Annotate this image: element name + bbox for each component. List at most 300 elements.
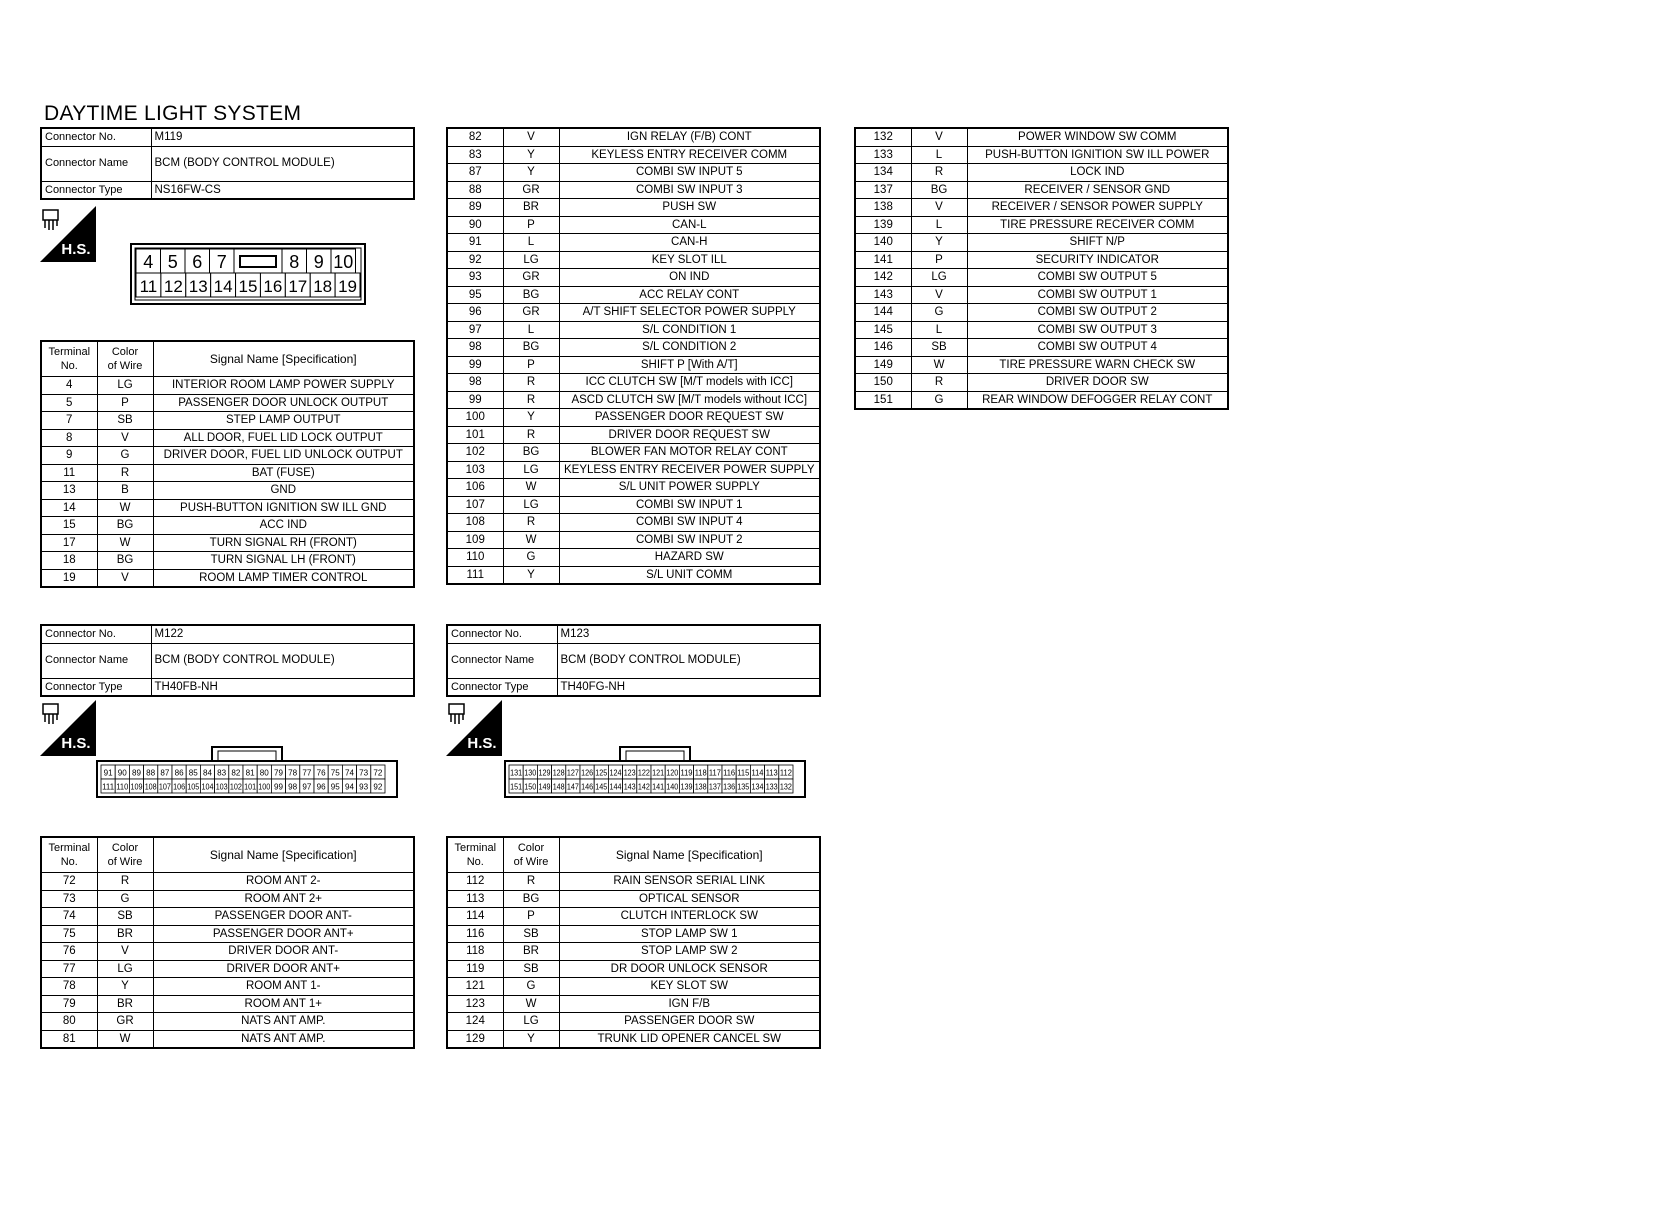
table-row	[447, 304, 820, 322]
svg-text:141: 141	[652, 782, 665, 792]
table-row	[447, 549, 820, 567]
wire-color: W	[503, 479, 559, 497]
connector-type-value: NS16FW-CS	[151, 181, 414, 199]
svg-text:101: 101	[244, 782, 257, 792]
svg-text:79: 79	[274, 768, 284, 778]
wire-color: R	[503, 391, 559, 409]
svg-text:119: 119	[680, 768, 694, 778]
terminal-no: 99	[447, 356, 503, 374]
table-row	[855, 304, 1228, 322]
svg-text:17: 17	[288, 277, 308, 296]
terminal-no: 137	[855, 181, 911, 199]
terminal-no: 78	[41, 978, 97, 996]
signal-name: PASSENGER DOOR ANT-	[153, 908, 414, 926]
svg-text:135: 135	[737, 782, 750, 792]
svg-text:83: 83	[217, 768, 227, 778]
table-row	[447, 128, 820, 146]
pin-cell	[708, 779, 722, 793]
signal-name: TIRE PRESSURE WARN CHECK SW	[967, 356, 1228, 374]
page-title: DAYTIME LIGHT SYSTEM	[44, 102, 302, 125]
svg-text:149: 149	[538, 782, 551, 792]
svg-text:73: 73	[359, 768, 369, 778]
svg-text:78: 78	[288, 768, 298, 778]
svg-text:138: 138	[694, 782, 708, 792]
pin-cell	[158, 765, 172, 779]
terminal-table-m123-continued	[854, 127, 1229, 410]
wire-color: GR	[503, 181, 559, 199]
pin-cell	[566, 765, 580, 779]
table-row	[447, 890, 820, 908]
signal-name: TURN SIGNAL LH (FRONT)	[153, 552, 414, 570]
svg-text:97: 97	[302, 782, 312, 792]
signal-name: NATS ANT AMP.	[153, 1013, 414, 1031]
wire-color: BR	[503, 943, 559, 961]
signal-name: COMBI SW INPUT 2	[559, 531, 820, 549]
table-row	[41, 447, 414, 465]
signal-name: INTERIOR ROOM LAMP POWER SUPPLY	[153, 377, 414, 395]
table-row	[41, 534, 414, 552]
wire-color: G	[97, 890, 153, 908]
terminal-no: 142	[855, 269, 911, 287]
svg-text:86: 86	[174, 768, 185, 778]
table-row	[447, 339, 820, 357]
pin-cell	[552, 765, 566, 779]
terminal-no: 138	[855, 199, 911, 217]
connector-no-value: M119	[151, 128, 414, 146]
pin-cell	[243, 765, 257, 779]
svg-text:4: 4	[143, 252, 154, 272]
connector-no-value: M122	[151, 625, 414, 643]
svg-text:145: 145	[595, 782, 608, 792]
pin-cell	[537, 765, 551, 779]
pin-cell	[371, 765, 385, 779]
signal-name: DRIVER DOOR SW	[967, 374, 1228, 392]
table-row	[447, 1013, 820, 1031]
pin-cell	[594, 765, 608, 779]
pin-cell	[637, 779, 651, 793]
signal-name: SHIFT P [With A/T]	[559, 356, 820, 374]
wire-color: Y	[503, 409, 559, 427]
wire-color: SB	[503, 960, 559, 978]
wire-color: Y	[503, 146, 559, 164]
pin-cell	[566, 779, 580, 793]
terminal-no: 9	[41, 447, 97, 465]
wire-color: BG	[503, 890, 559, 908]
svg-text:106: 106	[173, 782, 186, 792]
wire-color: LG	[503, 496, 559, 514]
hs-label: H.S.	[61, 735, 91, 752]
wire-color: R	[503, 374, 559, 392]
table-row	[447, 514, 820, 532]
svg-text:143: 143	[623, 782, 637, 792]
svg-text:150: 150	[524, 782, 537, 792]
svg-text:130: 130	[524, 768, 537, 778]
wire-color: L	[911, 321, 967, 339]
wire-color: Y	[503, 1030, 559, 1048]
pin-cell	[300, 779, 314, 793]
wire-color: V	[911, 286, 967, 304]
signal-name: IGN F/B	[559, 995, 820, 1013]
pin-cell	[186, 273, 211, 297]
pin-cell	[580, 779, 594, 793]
connector-type-label: Connector Type	[447, 678, 557, 696]
pin-cell	[509, 765, 523, 779]
pin-cell	[765, 779, 779, 793]
pin-cell	[679, 779, 693, 793]
wire-color: P	[97, 394, 153, 412]
wire-color: R	[911, 374, 967, 392]
pin-cell	[271, 779, 285, 793]
table-row	[41, 943, 414, 961]
pin-cell	[694, 765, 708, 779]
svg-text:93: 93	[359, 782, 369, 792]
terminal-no: 113	[447, 890, 503, 908]
terminal-no: 76	[41, 943, 97, 961]
wire-color: P	[911, 251, 967, 269]
terminal-no: 146	[855, 339, 911, 357]
table-row	[447, 286, 820, 304]
connector-type-value: TH40FG-NH	[557, 678, 820, 696]
terminal-no: 15	[41, 517, 97, 535]
wire-color: W	[97, 499, 153, 517]
svg-text:7: 7	[216, 252, 227, 272]
wire-color: GR	[503, 304, 559, 322]
signal-name: DRIVER DOOR ANT+	[153, 960, 414, 978]
signal-name: S/L CONDITION 2	[559, 339, 820, 357]
table-row	[855, 164, 1228, 182]
table-row	[855, 128, 1228, 146]
terminal-no: 132	[855, 128, 911, 146]
svg-text:129: 129	[538, 768, 551, 778]
signal-name: RAIN SENSOR SERIAL LINK	[559, 873, 820, 891]
signal-header: Signal Name [Specification]	[559, 837, 820, 873]
svg-text:115: 115	[737, 768, 750, 778]
terminal-no: 97	[447, 321, 503, 339]
wire-color: SB	[911, 339, 967, 357]
pin-cell	[243, 779, 257, 793]
signal-name: S/L CONDITION 1	[559, 321, 820, 339]
signal-name: DR DOOR UNLOCK SENSOR	[559, 960, 820, 978]
table-row	[855, 374, 1228, 392]
terminal-no: 144	[855, 304, 911, 322]
signal-name: LOCK IND	[967, 164, 1228, 182]
wire-color: Y	[97, 978, 153, 996]
terminal-header: Terminal No.	[447, 837, 503, 873]
terminal-no: 89	[447, 199, 503, 217]
terminal-no: 73	[41, 890, 97, 908]
svg-text:105: 105	[187, 782, 200, 792]
svg-text:109: 109	[130, 782, 143, 792]
signal-name: PASSENGER DOOR UNLOCK OUTPUT	[153, 394, 414, 412]
pin-cell	[722, 765, 736, 779]
pin-cell	[144, 765, 158, 779]
table-row	[855, 181, 1228, 199]
svg-text:5: 5	[167, 252, 178, 272]
pin-cell	[215, 765, 229, 779]
pin-cell	[200, 765, 214, 779]
terminal-no: 103	[447, 461, 503, 479]
terminal-no: 13	[41, 482, 97, 500]
signal-name: COMBI SW OUTPUT 5	[967, 269, 1228, 287]
svg-text:117: 117	[708, 768, 722, 778]
svg-text:113: 113	[765, 768, 779, 778]
pin-cell	[335, 273, 360, 297]
pin-cell	[161, 273, 186, 297]
color-header: Color of Wire	[97, 341, 153, 377]
terminal-no: 140	[855, 234, 911, 252]
connector-face-m122	[96, 746, 398, 798]
terminal-no: 107	[447, 496, 503, 514]
svg-text:140: 140	[666, 782, 679, 792]
terminal-no: 87	[447, 164, 503, 182]
signal-name: COMBI SW OUTPUT 4	[967, 339, 1228, 357]
wire-color: BR	[97, 995, 153, 1013]
terminal-no: 92	[447, 251, 503, 269]
signal-name: ROOM ANT 1-	[153, 978, 414, 996]
color-header: Color of Wire	[97, 837, 153, 873]
signal-name: ACC RELAY CONT	[559, 286, 820, 304]
signal-name: STOP LAMP SW 1	[559, 925, 820, 943]
pin-cell	[136, 249, 161, 273]
terminal-no: 141	[855, 251, 911, 269]
wire-color: LG	[503, 461, 559, 479]
terminal-no: 79	[41, 995, 97, 1013]
wire-color: B	[97, 482, 153, 500]
table-row	[447, 873, 820, 891]
pin-cell	[357, 779, 371, 793]
pin-cell	[523, 765, 537, 779]
wire-color: BR	[97, 925, 153, 943]
terminal-no: 101	[447, 426, 503, 444]
pin-cell	[200, 779, 214, 793]
pin-cell	[307, 249, 332, 273]
signal-header: Signal Name [Specification]	[153, 341, 414, 377]
terminal-no: 124	[447, 1013, 503, 1031]
wire-color: G	[97, 447, 153, 465]
table-row	[41, 873, 414, 891]
svg-text:148: 148	[552, 782, 566, 792]
connector-name-value: BCM (BODY CONTROL MODULE)	[557, 643, 820, 678]
table-row	[447, 995, 820, 1013]
pin-cell	[229, 779, 243, 793]
signal-name: S/L UNIT COMM	[559, 566, 820, 584]
terminal-no: 98	[447, 374, 503, 392]
terminal-no: 99	[447, 391, 503, 409]
pin-cell	[101, 779, 115, 793]
terminal-no: 116	[447, 925, 503, 943]
wire-color: LG	[503, 1013, 559, 1031]
pin-cell	[211, 273, 236, 297]
pin-cell	[257, 765, 271, 779]
svg-text:137: 137	[708, 782, 722, 792]
connector-name-value: BCM (BODY CONTROL MODULE)	[151, 146, 414, 181]
pin-cell	[185, 249, 210, 273]
svg-text:16: 16	[263, 277, 283, 296]
signal-name: DRIVER DOOR, FUEL LID UNLOCK OUTPUT	[153, 447, 414, 465]
pin-cell	[215, 779, 229, 793]
svg-text:91: 91	[103, 768, 114, 778]
svg-text:13: 13	[188, 277, 208, 296]
pin-cell	[314, 765, 328, 779]
pin-cell	[328, 779, 342, 793]
svg-text:103: 103	[215, 782, 229, 792]
wire-color: W	[503, 531, 559, 549]
terminal-no: 5	[41, 394, 97, 412]
svg-text:76: 76	[316, 768, 327, 778]
terminal-no: 100	[447, 409, 503, 427]
terminal-table-m122	[40, 836, 415, 1049]
terminal-table-m119	[40, 340, 415, 588]
terminal-no: 88	[447, 181, 503, 199]
wire-color: LG	[97, 960, 153, 978]
signal-name: REAR WINDOW DEFOGGER RELAY CONT	[967, 391, 1228, 409]
table-row	[447, 960, 820, 978]
pin-cell	[172, 779, 186, 793]
pin-cell	[537, 779, 551, 793]
pin-cell	[285, 273, 310, 297]
signal-name: STEP LAMP OUTPUT	[153, 412, 414, 430]
wire-color: R	[503, 514, 559, 532]
svg-text:94: 94	[345, 782, 355, 792]
signal-name: COMBI SW INPUT 1	[559, 496, 820, 514]
terminal-header: Terminal No.	[41, 341, 97, 377]
terminal-no: 111	[447, 566, 503, 584]
pin-cell	[282, 249, 307, 273]
wire-color: LG	[911, 269, 967, 287]
svg-text:19: 19	[338, 277, 358, 296]
table-row	[41, 412, 414, 430]
svg-text:146: 146	[581, 782, 594, 792]
svg-text:104: 104	[201, 782, 214, 792]
signal-name: KEYLESS ENTRY RECEIVER POWER SUPPLY	[559, 461, 820, 479]
svg-text:102: 102	[229, 782, 243, 792]
wire-color: L	[911, 216, 967, 234]
table-row	[447, 409, 820, 427]
table-row	[41, 995, 414, 1013]
pin-cell	[750, 765, 764, 779]
pin-cell	[357, 765, 371, 779]
svg-text:96: 96	[316, 782, 327, 792]
wire-color: SB	[97, 908, 153, 926]
wire-color: W	[97, 534, 153, 552]
table-row	[855, 216, 1228, 234]
pin-cell	[314, 779, 328, 793]
svg-text:87: 87	[160, 768, 170, 778]
terminal-no: 121	[447, 978, 503, 996]
signal-name: COMBI SW OUTPUT 3	[967, 321, 1228, 339]
pin-cell	[694, 779, 708, 793]
signal-name: PASSENGER DOOR REQUEST SW	[559, 409, 820, 427]
latch-cell	[234, 249, 282, 273]
svg-text:89: 89	[132, 768, 142, 778]
signal-name: ROOM ANT 2-	[153, 873, 414, 891]
svg-text:72: 72	[373, 768, 383, 778]
wire-color: L	[911, 146, 967, 164]
pin-cell	[310, 273, 335, 297]
svg-text:123: 123	[623, 768, 637, 778]
terminal-no: 90	[447, 216, 503, 234]
terminal-header: Terminal No.	[41, 837, 97, 873]
terminal-no: 139	[855, 216, 911, 234]
signal-name: SECURITY INDICATOR	[967, 251, 1228, 269]
harness-side-icon	[446, 700, 502, 756]
connector-no-value: M123	[557, 625, 820, 643]
pin-cell	[708, 765, 722, 779]
signal-name: PUSH-BUTTON IGNITION SW ILL POWER	[967, 146, 1228, 164]
pin-cell	[651, 765, 665, 779]
svg-text:12: 12	[163, 277, 183, 296]
svg-text:116: 116	[723, 768, 736, 778]
table-row	[41, 960, 414, 978]
table-row	[855, 146, 1228, 164]
wire-color: V	[97, 943, 153, 961]
wire-color: R	[503, 426, 559, 444]
connector-name-label: Connector Name	[41, 643, 151, 678]
wire-color: P	[503, 356, 559, 374]
signal-name: COMBI SW OUTPUT 2	[967, 304, 1228, 322]
svg-text:9: 9	[313, 252, 324, 272]
svg-text:110: 110	[116, 782, 129, 792]
svg-text:124: 124	[609, 768, 622, 778]
signal-name: TURN SIGNAL RH (FRONT)	[153, 534, 414, 552]
table-row	[447, 444, 820, 462]
terminal-no: 98	[447, 339, 503, 357]
terminal-no: 133	[855, 146, 911, 164]
svg-text:132: 132	[779, 782, 793, 792]
signal-name: ACC IND	[153, 517, 414, 535]
table-row	[447, 908, 820, 926]
terminal-table-m122-continued	[446, 127, 821, 585]
terminal-no: 75	[41, 925, 97, 943]
signal-name: PASSENGER DOOR SW	[559, 1013, 820, 1031]
table-row	[447, 199, 820, 217]
pin-cell	[115, 765, 129, 779]
pin-cell	[271, 765, 285, 779]
connector-info-m119	[40, 127, 415, 200]
wire-color: W	[911, 356, 967, 374]
hs-label: H.S.	[61, 241, 91, 258]
wire-color: R	[503, 873, 559, 891]
pin-cell	[608, 779, 622, 793]
connector-name-label: Connector Name	[41, 146, 151, 181]
pin-cell	[300, 765, 314, 779]
wire-color: BG	[97, 517, 153, 535]
wire-color: V	[503, 128, 559, 146]
svg-text:11: 11	[139, 277, 158, 296]
signal-name: GND	[153, 482, 414, 500]
svg-text:85: 85	[188, 768, 199, 778]
svg-text:128: 128	[552, 768, 566, 778]
table-row	[447, 978, 820, 996]
svg-text:8: 8	[289, 252, 300, 272]
pin-cell	[257, 779, 271, 793]
svg-text:131: 131	[510, 768, 523, 778]
terminal-no: 19	[41, 569, 97, 587]
svg-text:122: 122	[637, 768, 651, 778]
svg-text:84: 84	[203, 768, 213, 778]
table-row	[855, 234, 1228, 252]
pin-cell	[115, 779, 129, 793]
pin-cell	[594, 779, 608, 793]
table-row	[41, 978, 414, 996]
table-row	[855, 199, 1228, 217]
table-row	[855, 286, 1228, 304]
table-row	[447, 1030, 820, 1048]
svg-text:142: 142	[637, 782, 651, 792]
connector-info-m122	[40, 624, 415, 697]
table-row	[447, 251, 820, 269]
svg-text:18: 18	[313, 277, 333, 296]
